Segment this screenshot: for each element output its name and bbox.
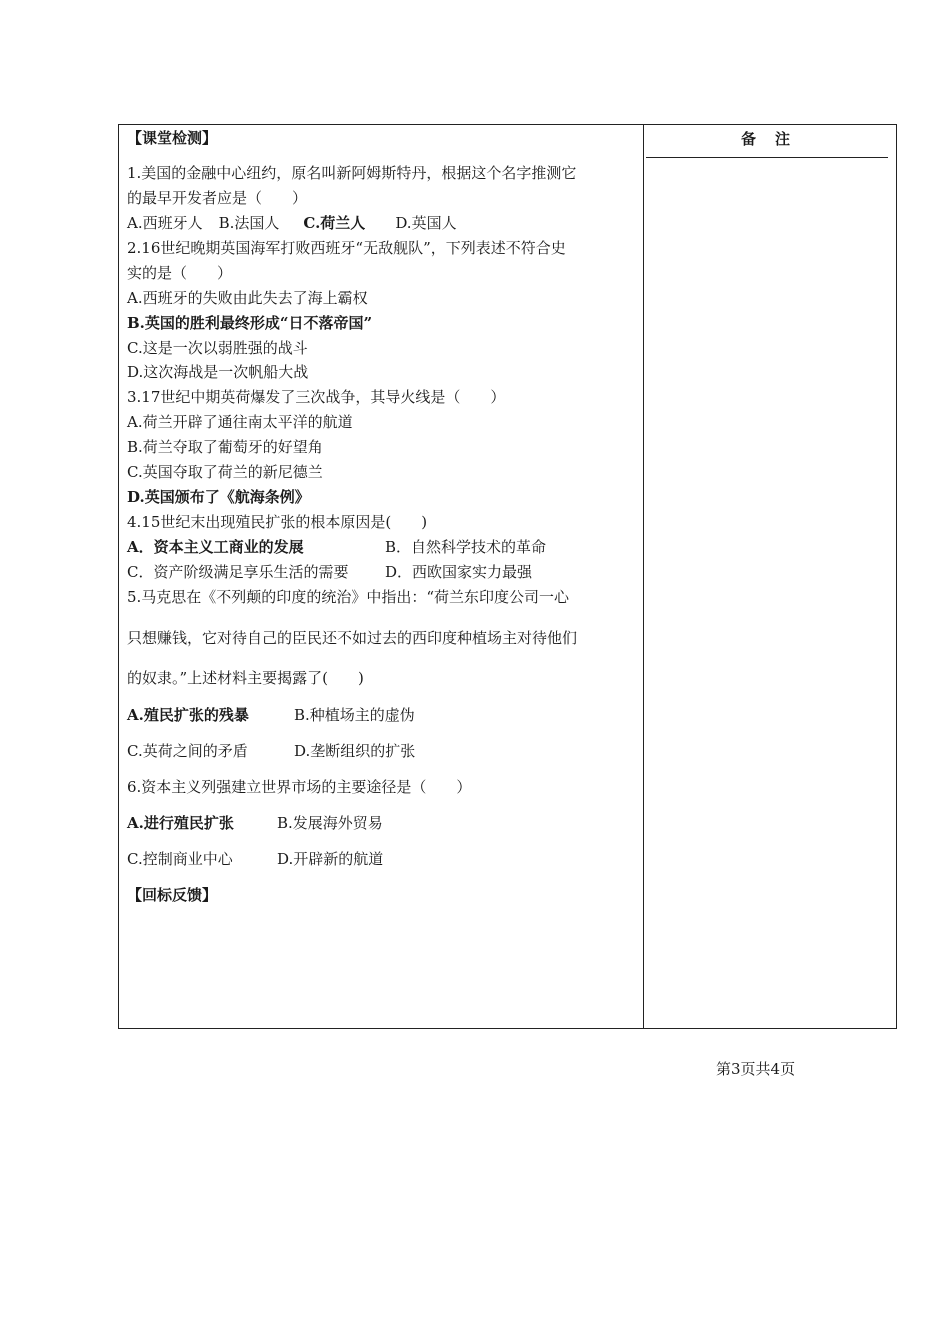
q1-option-d: D.英国人 xyxy=(395,214,457,232)
q5-option-c: C.英荷之间的矛盾 xyxy=(127,742,248,760)
q4-stem: 4.15世纪末出现殖民扩张的根本原因是( ) xyxy=(127,513,428,531)
q5-option-b: B.种植场主的虚伪 xyxy=(294,706,415,724)
q4-options-row2 xyxy=(127,562,532,582)
column-divider xyxy=(643,124,644,1029)
q6-options-row1 xyxy=(127,813,383,833)
section-title: 【课堂检测】 xyxy=(127,129,218,147)
page-number: 第3页共4页 xyxy=(716,1060,796,1078)
q2-option-a: A.西班牙的失败由此失去了海上霸权 xyxy=(127,289,368,307)
q6-option-a: A.进行殖民扩张 xyxy=(127,814,234,832)
q5-option-a: A.殖民扩张的残暴 xyxy=(127,706,249,724)
q5-options-row2 xyxy=(127,741,415,761)
q1-option-c: C.荷兰人 xyxy=(303,214,366,232)
q5-stem-line2: 只想赚钱，它对待自己的臣民还不如过去的西印度种植场主对待他们 xyxy=(127,629,578,647)
q2-option-b: B.英国的胜利最终形成“日不落帝国” xyxy=(127,314,373,332)
q4-options-row1 xyxy=(127,537,546,557)
q2-option-c: C.这是一次以弱胜强的战斗 xyxy=(127,339,308,357)
q3-option-c: C.英国夺取了荷兰的新尼德兰 xyxy=(127,463,323,481)
q1-options xyxy=(127,213,457,233)
q6-option-d: D.开辟新的航道 xyxy=(277,850,384,868)
q1-stem-line1: 1.美国的金融中心纽约，原名叫新阿姆斯特丹，根据这个名字推测它 xyxy=(127,164,577,182)
q3-stem: 3.17世纪中期英荷爆发了三次战争，其导火线是（ ） xyxy=(127,388,506,406)
q5-option-d: D.垄断组织的扩张 xyxy=(294,742,416,760)
notes-header-rule xyxy=(646,157,888,158)
q1-stem-line2: 的最早开发者应是（ ） xyxy=(127,189,308,207)
q1-option-a: A.西班牙人 xyxy=(127,214,203,232)
q6-stem: 6.资本主义列强建立世界市场的主要途径是（ ） xyxy=(127,778,472,796)
q2-stem-line2: 实的是（ ） xyxy=(127,264,233,282)
q6-option-c: C.控制商业中心 xyxy=(127,850,233,868)
notes-header: 备 注 xyxy=(740,130,792,148)
q2-option-d: D.这次海战是一次帆船大战 xyxy=(127,363,309,381)
q5-stem-line1: 5.马克思在《不列颠的印度的统治》中指出：“荷兰东印度公司一心 xyxy=(127,588,569,606)
q5-stem-line3: 的奴隶。”上述材料主要揭露了( ) xyxy=(127,669,364,687)
q1-option-b: B.法国人 xyxy=(218,214,280,232)
q3-option-b: B.荷兰夺取了葡萄牙的好望角 xyxy=(127,438,323,456)
q6-option-b: B.发展海外贸易 xyxy=(277,814,383,832)
q4-option-c: C．资产阶级满足享乐生活的需要 xyxy=(127,563,349,581)
q3-option-d: D.英国颁布了《航海条例》 xyxy=(127,488,310,506)
feedback-title: 【回标反馈】 xyxy=(127,886,218,904)
q6-options-row2 xyxy=(127,849,383,869)
q3-option-a: A.荷兰开辟了通往南太平洋的航道 xyxy=(127,413,353,431)
q2-stem-line1: 2.16世纪晚期英国海军打败西班牙“无敌舰队”，下列表述不符合史 xyxy=(127,239,566,257)
q5-options-row1 xyxy=(127,705,415,725)
q4-option-d: D．西欧国家实力最强 xyxy=(385,563,533,581)
q4-option-a: A．资本主义工商业的发展 xyxy=(127,538,304,556)
q4-option-b: B．自然科学技术的革命 xyxy=(385,538,547,556)
